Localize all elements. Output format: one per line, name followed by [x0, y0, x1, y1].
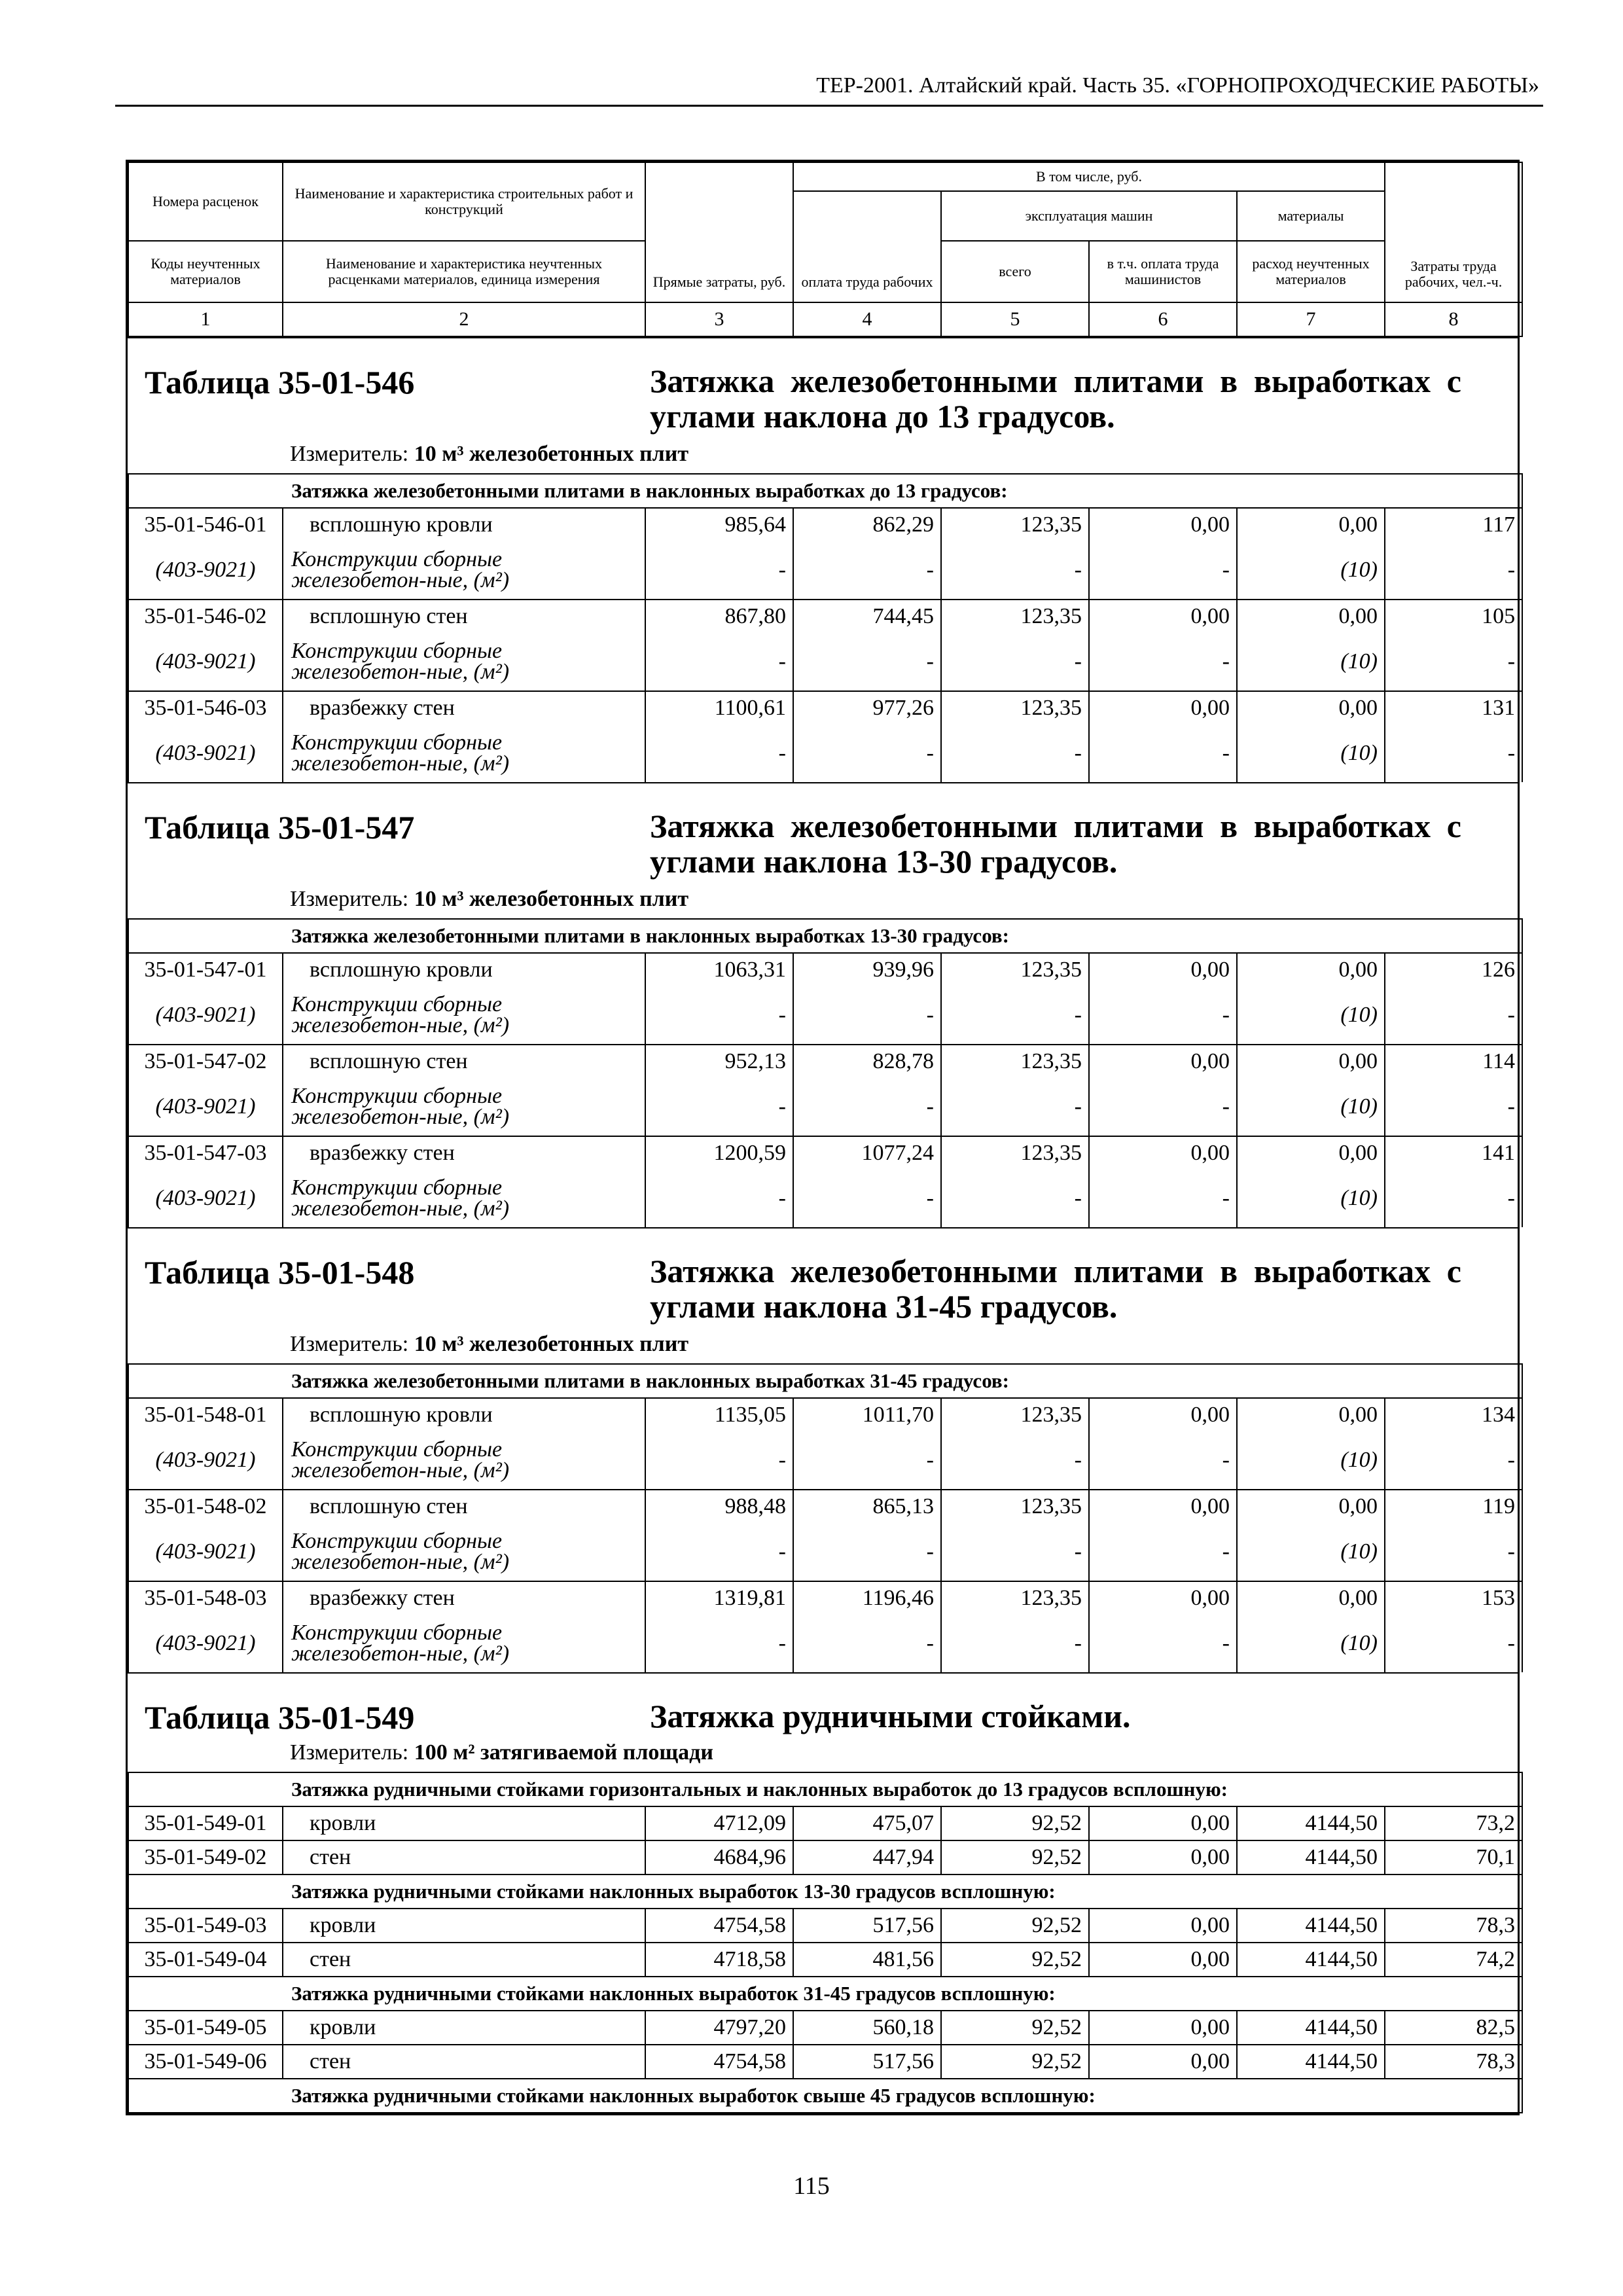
materials: 0,00: [1237, 1581, 1385, 1615]
rate-code: 35-01-549-04: [128, 1943, 283, 1977]
dash: -: [1385, 1170, 1522, 1227]
machine-total: 92,52: [941, 1943, 1089, 1977]
machine-total: 123,35: [941, 1398, 1089, 1431]
material-name: Конструкции сборные железобетон-ные, (м²): [283, 1170, 645, 1227]
material-row: [128, 1523, 1522, 1581]
header-unaccounted-codes: Коды неучтенных материалов: [128, 241, 283, 302]
machine-total: 123,35: [941, 1136, 1089, 1170]
machine-total: 123,35: [941, 691, 1089, 725]
header-workers-pay: оплата труда рабочих: [793, 191, 941, 302]
rate-code: 35-01-549-05: [128, 2011, 283, 2045]
dash: -: [1089, 1431, 1237, 1490]
dash: -: [793, 1431, 941, 1490]
dash: -: [941, 986, 1089, 1045]
table-row: [128, 1045, 1522, 1078]
table-row: [128, 1581, 1522, 1615]
dash: -: [1385, 1615, 1522, 1672]
dash: -: [793, 541, 941, 600]
dash: -: [1385, 986, 1522, 1045]
dash: -: [1385, 1523, 1522, 1581]
operators-pay: 0,00: [1089, 2011, 1237, 2045]
dash: -: [793, 1615, 941, 1672]
workers-pay: 481,56: [793, 1943, 941, 1977]
material-name: Конструкции сборные железобетон-ные, (м²): [283, 986, 645, 1045]
machine-total: 92,52: [941, 1840, 1089, 1874]
workers-pay: 828,78: [793, 1045, 941, 1078]
table-title-block: [128, 337, 1518, 473]
col-number: 5: [941, 302, 1089, 336]
rate-code: 35-01-546-01: [128, 508, 283, 541]
rate-code: 35-01-548-01: [128, 1398, 283, 1431]
materials: 0,00: [1237, 953, 1385, 986]
material-name: Конструкции сборные железобетон-ные, (м²): [283, 1615, 645, 1672]
table-row: [128, 1398, 1522, 1431]
rate-name: всплошную стен: [283, 600, 645, 633]
dash: -: [941, 1615, 1089, 1672]
direct-costs: 4718,58: [645, 1943, 793, 1977]
table-meter: [290, 1740, 713, 1765]
dash: -: [793, 1078, 941, 1136]
direct-costs: 4754,58: [645, 1909, 793, 1943]
machine-total: 123,35: [941, 1045, 1089, 1078]
material-name: Конструкции сборные железобетон-ные, (м²): [283, 725, 645, 782]
rate-name: стен: [283, 1943, 645, 1977]
table-meter: [290, 887, 688, 912]
table-row: [128, 2045, 1522, 2079]
machine-total: 123,35: [941, 1581, 1089, 1615]
dash: -: [1089, 1615, 1237, 1672]
operators-pay: 0,00: [1089, 1840, 1237, 1874]
labor-costs: 131: [1385, 691, 1522, 725]
table-title: Затяжка рудничными стойками.: [650, 1698, 1131, 1734]
material-row: [128, 725, 1522, 782]
material-row: [128, 1078, 1522, 1136]
table-number: Таблица 35-01-547: [145, 809, 415, 846]
rate-name: стен: [283, 1840, 645, 1874]
dash: -: [645, 1523, 793, 1581]
meter-label: Измеритель:: [290, 887, 409, 911]
operators-pay: 0,00: [1089, 508, 1237, 541]
rate-name: всплошную стен: [283, 1045, 645, 1078]
labor-costs: 141: [1385, 1136, 1522, 1170]
machine-total: 92,52: [941, 1909, 1089, 1943]
table-meter: [290, 1332, 688, 1357]
workers-pay: 475,07: [793, 1806, 941, 1840]
material-name: Конструкции сборные железобетон-ные, (м²): [283, 541, 645, 600]
table-title-block: [128, 1227, 1518, 1363]
rates-table: [128, 1772, 1523, 2113]
dash: -: [1089, 541, 1237, 600]
direct-costs: 1135,05: [645, 1398, 793, 1431]
dash: -: [1089, 1078, 1237, 1136]
rate-code: 35-01-549-01: [128, 1806, 283, 1840]
table-title: Затяжка железобетонными плитами в выработках с углами наклона 31-45 градусов.: [650, 1253, 1461, 1325]
dash: -: [793, 986, 941, 1045]
dash: -: [645, 1078, 793, 1136]
rate-code: 35-01-549-03: [128, 1909, 283, 1943]
materials: 0,00: [1237, 691, 1385, 725]
dash: -: [793, 725, 941, 782]
rate-code: 35-01-549-02: [128, 1840, 283, 1874]
direct-costs: 1200,59: [645, 1136, 793, 1170]
material-code: (403-9021): [128, 1170, 283, 1227]
table-row: [128, 2011, 1522, 2045]
col-number: 2: [283, 302, 645, 336]
col-number: 3: [645, 302, 793, 336]
rate-name: вразбежку стен: [283, 1136, 645, 1170]
material-code: (403-9021): [128, 1615, 283, 1672]
section-title: Затяжка рудничными стойками наклонных выработок 13-30 градусов всплошную:: [128, 1874, 1522, 1909]
table-row: [128, 1943, 1522, 1977]
direct-costs: 985,64: [645, 508, 793, 541]
materials: 4144,50: [1237, 1806, 1385, 1840]
dash: -: [1089, 633, 1237, 691]
page-number: 115: [793, 2172, 830, 2200]
table-row: [128, 1840, 1522, 1874]
labor-costs: 119: [1385, 1490, 1522, 1523]
dash: -: [645, 541, 793, 600]
material-row: [128, 1170, 1522, 1227]
table-row: [128, 691, 1522, 725]
material-name: Конструкции сборные железобетон-ные, (м²): [283, 633, 645, 691]
section-title: Затяжка рудничными стойками горизонтальных и наклонных выработок до 13 градусов всплошную:: [128, 1772, 1522, 1806]
labor-costs: 74,2: [1385, 1943, 1522, 1977]
rates-table: [128, 1363, 1523, 1672]
labor-costs: 114: [1385, 1045, 1522, 1078]
labor-costs: 126: [1385, 953, 1522, 986]
rate-code: 35-01-548-02: [128, 1490, 283, 1523]
dash: -: [793, 1523, 941, 1581]
machine-total: 123,35: [941, 1490, 1089, 1523]
labor-costs: 153: [1385, 1581, 1522, 1615]
operators-pay: 0,00: [1089, 691, 1237, 725]
col-number: 1: [128, 302, 283, 336]
material-row: [128, 986, 1522, 1045]
dash: -: [793, 1170, 941, 1227]
col-number: 6: [1089, 302, 1237, 336]
material-consumption: (10): [1237, 1078, 1385, 1136]
operators-pay: 0,00: [1089, 1490, 1237, 1523]
direct-costs: 952,13: [645, 1045, 793, 1078]
materials: 0,00: [1237, 600, 1385, 633]
rates-document: [126, 160, 1520, 2115]
dash: -: [1089, 1170, 1237, 1227]
direct-costs: 1319,81: [645, 1581, 793, 1615]
labor-costs: 134: [1385, 1398, 1522, 1431]
header-machine-operation: эксплуатация машин: [941, 191, 1237, 241]
material-code: (403-9021): [128, 541, 283, 600]
dash: -: [1385, 1078, 1522, 1136]
section-title: Затяжка железобетонными плитами в наклонных выработках 13-30 градусов:: [128, 919, 1522, 953]
operators-pay: 0,00: [1089, 600, 1237, 633]
rate-name: кровли: [283, 2011, 645, 2045]
material-consumption: (10): [1237, 1523, 1385, 1581]
rate-code: 35-01-547-03: [128, 1136, 283, 1170]
header-rate-numbers: Номера расценок: [128, 162, 283, 241]
workers-pay: 977,26: [793, 691, 941, 725]
meter-label: Измеритель:: [290, 1332, 409, 1356]
operators-pay: 0,00: [1089, 1581, 1237, 1615]
workers-pay: 744,45: [793, 600, 941, 633]
material-name: Конструкции сборные железобетон-ные, (м²): [283, 1523, 645, 1581]
materials: 0,00: [1237, 1398, 1385, 1431]
dash: -: [645, 1170, 793, 1227]
dash: -: [645, 725, 793, 782]
workers-pay: 517,56: [793, 2045, 941, 2079]
rates-table: [128, 918, 1523, 1227]
header-name-bottom: Наименование и характеристика неучтенных расценками материалов, единица измерения: [283, 241, 645, 302]
materials: 4144,50: [1237, 2045, 1385, 2079]
operators-pay: 0,00: [1089, 1806, 1237, 1840]
workers-pay: 865,13: [793, 1490, 941, 1523]
workers-pay: 447,94: [793, 1840, 941, 1874]
meter-label: Измеритель:: [290, 442, 409, 466]
machine-total: 92,52: [941, 2045, 1089, 2079]
material-row: [128, 541, 1522, 600]
rate-name: всплошную кровли: [283, 953, 645, 986]
direct-costs: 1100,61: [645, 691, 793, 725]
header-incl-rub: В том числе, руб.: [793, 162, 1385, 191]
meter-label: Измеритель:: [290, 1740, 409, 1765]
section-title: Затяжка рудничными стойками наклонных выработок 31-45 градусов всплошную:: [128, 1977, 1522, 2011]
rate-name: кровли: [283, 1909, 645, 1943]
section-title: Затяжка рудничными стойками наклонных выработок свыше 45 градусов всплошную:: [128, 2079, 1522, 2113]
labor-costs: 105: [1385, 600, 1522, 633]
rate-code: 35-01-547-02: [128, 1045, 283, 1078]
dash: -: [1385, 1431, 1522, 1490]
material-row: [128, 1431, 1522, 1490]
direct-costs: 4712,09: [645, 1806, 793, 1840]
material-consumption: (10): [1237, 541, 1385, 600]
operators-pay: 0,00: [1089, 953, 1237, 986]
material-code: (403-9021): [128, 1078, 283, 1136]
workers-pay: 1011,70: [793, 1398, 941, 1431]
direct-costs: 1063,31: [645, 953, 793, 986]
dash: -: [941, 725, 1089, 782]
col-number: 8: [1385, 302, 1522, 336]
operators-pay: 0,00: [1089, 2045, 1237, 2079]
materials: 4144,50: [1237, 1909, 1385, 1943]
labor-costs: 117: [1385, 508, 1522, 541]
rate-name: стен: [283, 2045, 645, 2079]
dash: -: [793, 633, 941, 691]
machine-total: 92,52: [941, 1806, 1089, 1840]
labor-costs: 70,1: [1385, 1840, 1522, 1874]
material-row: [128, 1615, 1522, 1672]
direct-costs: 988,48: [645, 1490, 793, 1523]
materials: 4144,50: [1237, 2011, 1385, 2045]
rate-tables: [128, 337, 1518, 2113]
material-code: (403-9021): [128, 633, 283, 691]
dash: -: [1089, 725, 1237, 782]
rates-table: [128, 473, 1523, 782]
meter-value: 10 м³ железобетонных плит: [414, 442, 689, 466]
running-header: [115, 68, 1543, 107]
dash: -: [1385, 633, 1522, 691]
header-direct-costs: Прямые затраты, руб.: [645, 162, 793, 302]
meter-value: 10 м³ железобетонных плит: [414, 1332, 689, 1356]
section-title: Затяжка железобетонными плитами в наклонных выработках до 13 градусов:: [128, 474, 1522, 508]
table-row: [128, 1490, 1522, 1523]
table-row: [128, 508, 1522, 541]
column-header: [128, 162, 1523, 337]
rate-name: кровли: [283, 1806, 645, 1840]
materials: 4144,50: [1237, 1943, 1385, 1977]
material-consumption: (10): [1237, 1170, 1385, 1227]
dash: -: [1385, 541, 1522, 600]
operators-pay: 0,00: [1089, 1909, 1237, 1943]
dash: -: [941, 541, 1089, 600]
table-meter: [290, 442, 688, 467]
dash: -: [941, 1431, 1089, 1490]
header-materials: материалы: [1237, 191, 1385, 241]
dash: -: [645, 986, 793, 1045]
machine-total: 123,35: [941, 953, 1089, 986]
header-unaccounted-consumption: расход неучтенных материалов: [1237, 241, 1385, 302]
workers-pay: 939,96: [793, 953, 941, 986]
table-title: Затяжка железобетонными плитами в выработках с углами наклона 13-30 градусов.: [650, 808, 1461, 880]
material-code: (403-9021): [128, 1523, 283, 1581]
table-title: Затяжка железобетонными плитами в выработках с углами наклона до 13 градусов.: [650, 363, 1461, 435]
table-row: [128, 1909, 1522, 1943]
table-row: [128, 953, 1522, 986]
table-number: Таблица 35-01-546: [145, 364, 415, 401]
dash: -: [645, 633, 793, 691]
direct-costs: 867,80: [645, 600, 793, 633]
material-consumption: (10): [1237, 1431, 1385, 1490]
labor-costs: 82,5: [1385, 2011, 1522, 2045]
running-title: ТЕР-2001. Алтайский край. Часть 35. «ГОРНОПРОХОДЧЕСКИЕ РАБОТЫ»: [816, 73, 1539, 98]
dash: -: [645, 1615, 793, 1672]
workers-pay: 1077,24: [793, 1136, 941, 1170]
section-title: Затяжка железобетонными плитами в наклонных выработках 31-45 градусов:: [128, 1364, 1522, 1398]
material-consumption: (10): [1237, 986, 1385, 1045]
dash: -: [1385, 725, 1522, 782]
material-name: Конструкции сборные железобетон-ные, (м²): [283, 1078, 645, 1136]
dash: -: [941, 633, 1089, 691]
workers-pay: 862,29: [793, 508, 941, 541]
material-code: (403-9021): [128, 1431, 283, 1490]
material-code: (403-9021): [128, 986, 283, 1045]
dash: -: [645, 1431, 793, 1490]
operators-pay: 0,00: [1089, 1045, 1237, 1078]
material-consumption: (10): [1237, 725, 1385, 782]
materials: 0,00: [1237, 1490, 1385, 1523]
header-total: всего: [941, 241, 1089, 302]
labor-costs: 78,3: [1385, 2045, 1522, 2079]
header-labor-costs: Затраты труда рабочих, чел.-ч.: [1385, 162, 1522, 302]
rate-name: всплошную стен: [283, 1490, 645, 1523]
table-number: Таблица 35-01-548: [145, 1254, 415, 1291]
table-number: Таблица 35-01-549: [145, 1699, 415, 1736]
operators-pay: 0,00: [1089, 1943, 1237, 1977]
machine-total: 123,35: [941, 600, 1089, 633]
header-operators-pay: в т.ч. оплата труда машинистов: [1089, 241, 1237, 302]
material-consumption: (10): [1237, 633, 1385, 691]
dash: -: [1089, 1523, 1237, 1581]
col-number: 4: [793, 302, 941, 336]
rate-name: всплошную кровли: [283, 1398, 645, 1431]
dash: -: [941, 1170, 1089, 1227]
material-name: Конструкции сборные железобетон-ные, (м²): [283, 1431, 645, 1490]
direct-costs: 4797,20: [645, 2011, 793, 2045]
materials: 0,00: [1237, 1045, 1385, 1078]
col-number: 7: [1237, 302, 1385, 336]
table-row: [128, 1136, 1522, 1170]
header-name-top: Наименование и характеристика строительных работ и конструкций: [283, 162, 645, 241]
rate-name: вразбежку стен: [283, 1581, 645, 1615]
material-code: (403-9021): [128, 725, 283, 782]
rate-name: всплошную кровли: [283, 508, 645, 541]
workers-pay: 1196,46: [793, 1581, 941, 1615]
materials: 4144,50: [1237, 1840, 1385, 1874]
rate-code: 35-01-547-01: [128, 953, 283, 986]
operators-pay: 0,00: [1089, 1398, 1237, 1431]
rate-code: 35-01-549-06: [128, 2045, 283, 2079]
materials: 0,00: [1237, 508, 1385, 541]
dash: -: [941, 1523, 1089, 1581]
materials: 0,00: [1237, 1136, 1385, 1170]
rate-code: 35-01-546-03: [128, 691, 283, 725]
rate-name: вразбежку стен: [283, 691, 645, 725]
dash: -: [1089, 986, 1237, 1045]
table-row: [128, 600, 1522, 633]
workers-pay: 560,18: [793, 2011, 941, 2045]
direct-costs: 4684,96: [645, 1840, 793, 1874]
table-title-block: [128, 782, 1518, 918]
labor-costs: 73,2: [1385, 1806, 1522, 1840]
workers-pay: 517,56: [793, 1909, 941, 1943]
meter-value: 10 м³ железобетонных плит: [414, 887, 689, 911]
direct-costs: 4754,58: [645, 2045, 793, 2079]
rate-code: 35-01-546-02: [128, 600, 283, 633]
dash: -: [941, 1078, 1089, 1136]
material-consumption: (10): [1237, 1615, 1385, 1672]
material-row: [128, 633, 1522, 691]
table-title-block: [128, 1672, 1518, 1772]
table-row: [128, 1806, 1522, 1840]
meter-value: 100 м² затягиваемой площади: [414, 1740, 713, 1765]
machine-total: 92,52: [941, 2011, 1089, 2045]
machine-total: 123,35: [941, 508, 1089, 541]
operators-pay: 0,00: [1089, 1136, 1237, 1170]
rate-code: 35-01-548-03: [128, 1581, 283, 1615]
labor-costs: 78,3: [1385, 1909, 1522, 1943]
